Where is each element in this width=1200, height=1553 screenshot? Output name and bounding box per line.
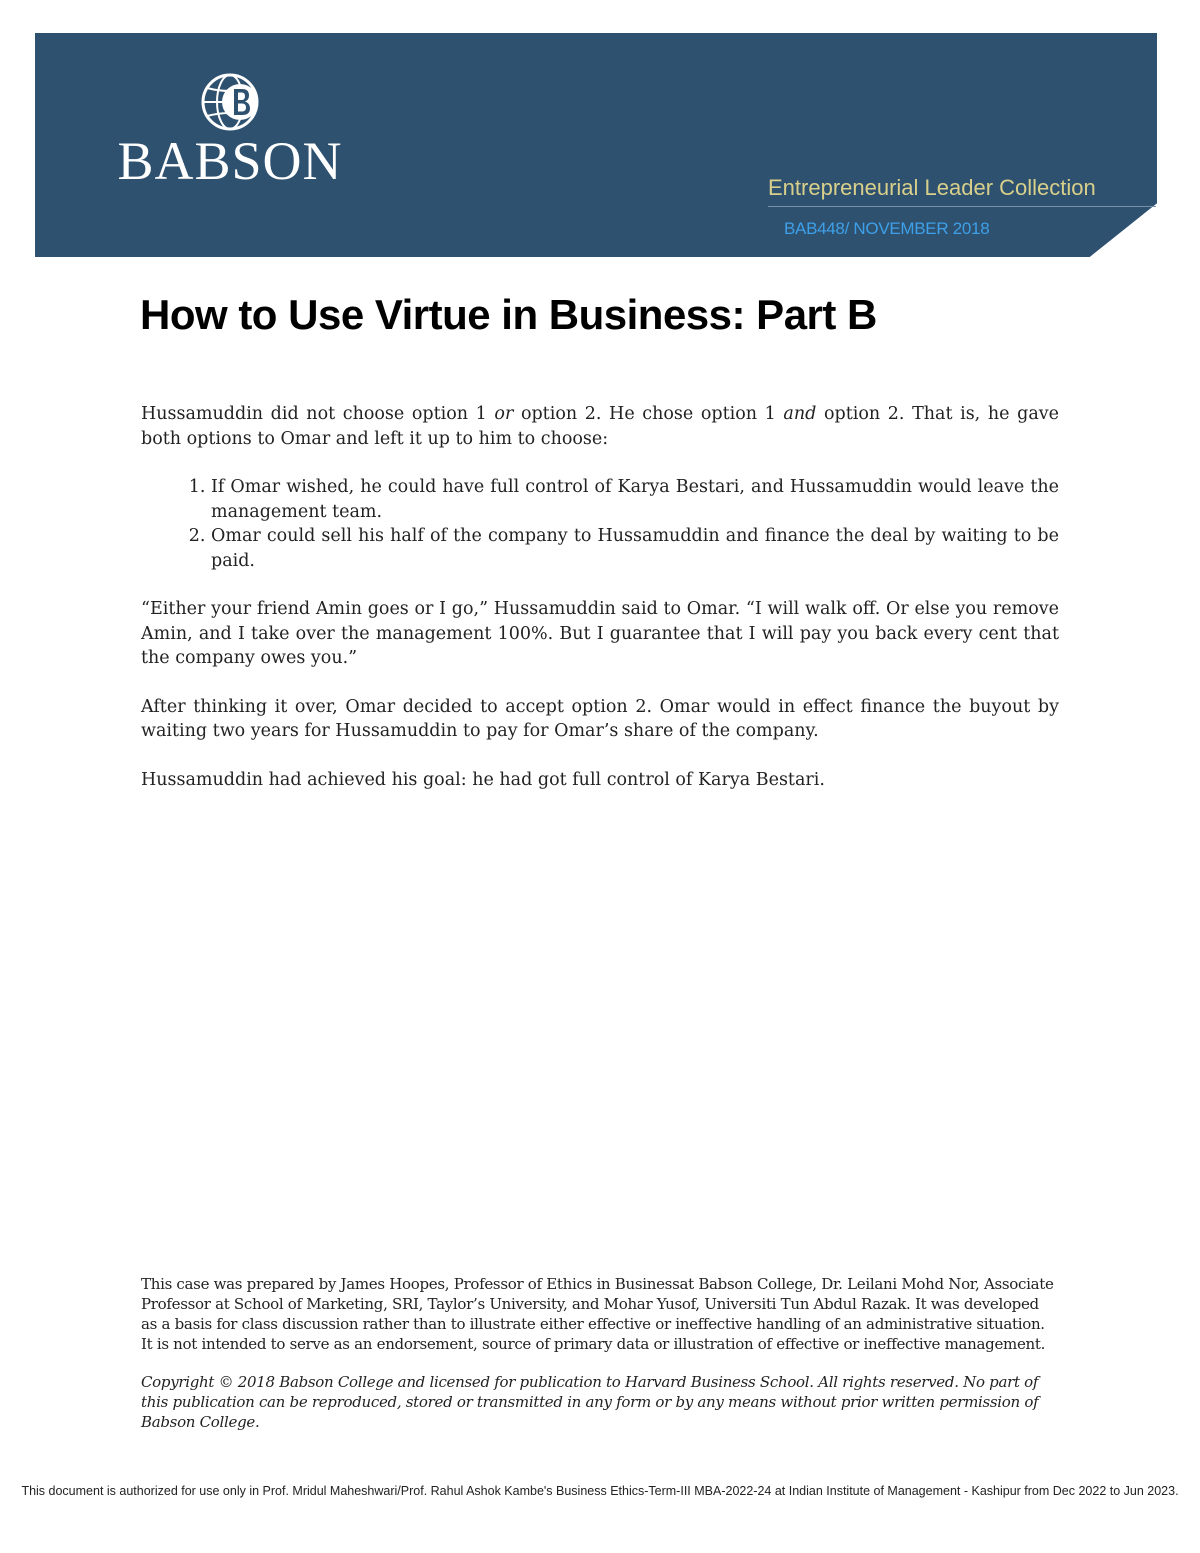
text-run: Hussamuddin did not choose option 1 (141, 404, 495, 424)
babson-wordmark: BABSON (117, 131, 343, 191)
case-footnote (141, 1274, 1059, 1450)
header-divider (768, 206, 1156, 207)
list-item: 1. If Omar wished, he could have full control of Karya Bestari, and Hussamuddin would leave the management team. (211, 475, 1059, 524)
paragraph-options (141, 402, 1059, 451)
text-run: option 2. That is, he gave both options to Omar and left it up to him to choose: (141, 404, 1059, 449)
copyright-note: Copyright © 2018 Babson College and licensed for publication to Harvard Business School. All rights reserved. No part of this publication can be reproduced, stored or transmitted in any form or by any means without prior written permission of Babson College. (141, 1373, 1039, 1431)
preparation-note: This case was prepared by James Hoopes, Professor of Ethics in Businessat Babson College, Dr. Leilani Mohd Nor, Associate Professor at School of Marketing, SRI, Taylor’s University, and Mohar Yusof, Universiti Tun Abdul Razak. It was developed as a basis for class discussion rather than to illustrate either effective or ineffective handling of an administrative situation. It is not intended to serve as an endorsement, source of primary data or illustration of effective or ineffective management. (141, 1275, 1054, 1353)
list-item: 2. Omar could sell his half of the company to Hussamuddin and finance the deal by waiting to be paid. (211, 524, 1059, 573)
collection-title: Entrepreneurial Leader Collection (768, 175, 1096, 200)
text-run: option 2. He chose option 1 (513, 404, 784, 424)
emphasis-and: and (783, 404, 817, 424)
page-title: How to Use Virtue in Business: Part B (140, 291, 877, 338)
paragraph-quote: “Either your friend Amin goes or I go,” Hussamuddin said to Omar. “I will walk off. Or else you remove Amin, and I take over the management 100%. But I guarantee that I will pay you back every cent that the company owes you.” (141, 599, 1059, 668)
options-list (141, 475, 1059, 573)
authorization-notice: This document is authorized for use only in Prof. Mridul Maheshwari/Prof. Rahul Ashok Kambe's Business Ethics-Term-III MBA-2022-24 at Indian Institute of Management - Kashipur from Dec 2022 to Jun 2023. (21, 1484, 1179, 1498)
emphasis-or: or (494, 404, 514, 424)
babson-globe-icon (192, 72, 268, 132)
case-code: BAB448/ NOVEMBER 2018 (784, 219, 990, 238)
paragraph-outcome: Hussamuddin had achieved his goal: he had got full control of Karya Bestari. (141, 769, 825, 790)
paragraph-decision: After thinking it over, Omar decided to accept option 2. Omar would in effect finance the buyout by waiting two years for Hussamuddin to pay for Omar’s share of the company. (141, 696, 1059, 741)
babson-logo (100, 72, 360, 192)
case-body (141, 402, 1059, 816)
